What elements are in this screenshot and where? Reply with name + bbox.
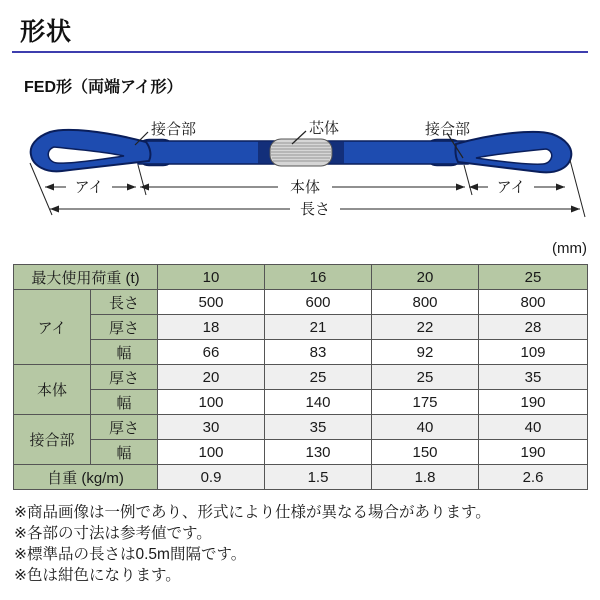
cell: 175 (372, 390, 479, 415)
row-label: 幅 (91, 340, 158, 365)
cell: 140 (265, 390, 372, 415)
note-line-4: ※色は紺色になります。 (14, 567, 181, 584)
row-label: 厚さ (91, 365, 158, 390)
header-col-10: 10 (158, 265, 265, 290)
header-load-label: 最大使用荷重 (t) (14, 265, 158, 290)
cell: 100 (158, 440, 265, 465)
cell: 500 (158, 290, 265, 315)
cell: 100 (158, 390, 265, 415)
group-label-joint: 接合部 (14, 415, 91, 465)
sling-diagram-svg (0, 105, 600, 240)
cell: 83 (265, 340, 372, 365)
notes-section (14, 502, 491, 586)
sling-core (258, 139, 344, 166)
sling-left-eye (31, 130, 151, 171)
header-col-25: 25 (479, 265, 588, 290)
cell: 35 (479, 365, 588, 390)
cell: 18 (158, 315, 265, 340)
cell: 40 (372, 415, 479, 440)
label-core: 芯体 (309, 120, 340, 137)
table-row-body-width (14, 390, 588, 415)
header-col-16: 16 (265, 265, 372, 290)
section-subtitle: FED形（両端アイ形） (24, 79, 183, 96)
cell: 25 (265, 365, 372, 390)
cell: 150 (372, 440, 479, 465)
cell: 22 (372, 315, 479, 340)
cell: 66 (158, 340, 265, 365)
spec-table (13, 264, 588, 490)
cell: 600 (265, 290, 372, 315)
unit-label: (mm) (552, 240, 587, 257)
row-label: 厚さ (91, 415, 158, 440)
group-label-eye: アイ (14, 290, 91, 365)
page-title: 形状 (20, 18, 73, 46)
table-row-eye-length (14, 290, 588, 315)
cell: 1.8 (372, 465, 479, 490)
table-row-eye-width (14, 340, 588, 365)
cell: 92 (372, 340, 479, 365)
weight-label: 自重 (kg/m) (14, 465, 158, 490)
cell: 190 (479, 440, 588, 465)
table-header-row (14, 265, 588, 290)
header-col-20: 20 (372, 265, 479, 290)
cell: 109 (479, 340, 588, 365)
cell: 28 (479, 315, 588, 340)
cell: 800 (372, 290, 479, 315)
cell: 190 (479, 390, 588, 415)
cell: 30 (158, 415, 265, 440)
table-row-joint-thickness (14, 415, 588, 440)
cell: 1.5 (265, 465, 372, 490)
cell: 20 (158, 365, 265, 390)
label-length: 長さ (299, 201, 331, 218)
cell: 2.6 (479, 465, 588, 490)
cell: 21 (265, 315, 372, 340)
note-line-3: ※標準品の長さは0.5m間隔です。 (14, 546, 247, 563)
cell: 25 (372, 365, 479, 390)
cell: 0.9 (158, 465, 265, 490)
cell: 40 (479, 415, 588, 440)
group-label-body: 本体 (14, 365, 91, 415)
note-line-2: ※各部の寸法は参考値です。 (14, 525, 212, 542)
table-row-weight (14, 465, 588, 490)
cell: 800 (479, 290, 588, 315)
row-label: 厚さ (91, 315, 158, 340)
table-row-eye-thickness (14, 315, 588, 340)
table-row-body-thickness (14, 365, 588, 390)
label-body: 本体 (289, 179, 321, 196)
cell: 35 (265, 415, 372, 440)
row-label: 幅 (91, 440, 158, 465)
title-divider (12, 51, 588, 53)
label-eye-left: アイ (74, 179, 104, 196)
row-label: 長さ (91, 290, 158, 315)
row-label: 幅 (91, 390, 158, 415)
label-eye-right: アイ (496, 179, 526, 196)
label-joint-left: 接合部 (151, 121, 197, 138)
table-row-joint-width (14, 440, 588, 465)
sling-right-eye (455, 132, 571, 173)
sling-diagram (0, 105, 600, 240)
cell: 130 (265, 440, 372, 465)
label-joint-right: 接合部 (425, 121, 471, 138)
note-line-1: ※商品画像は一例であり、形式により仕様が異なる場合があります。 (14, 504, 491, 521)
